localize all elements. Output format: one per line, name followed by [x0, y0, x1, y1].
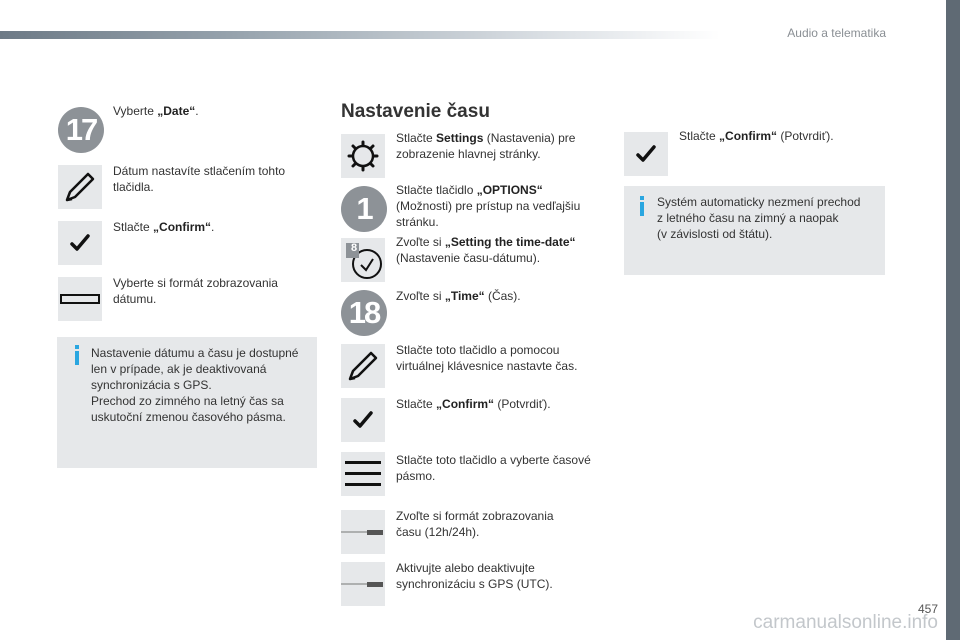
header-section-title: Audio a telematika	[787, 26, 886, 40]
time-date-text: Zvoľte si „Setting the time-date“ (Nastavenie času-dátumu).	[396, 235, 576, 265]
time-text: Zvoľte si „Time“ (Čas).	[396, 289, 521, 303]
gear-icon	[347, 140, 379, 172]
keyboard-text: Stlačte toto tlačidlo a pomocou virtuálnej klávesnice nastavte čas.	[396, 343, 578, 373]
right-info-text: Systém automaticky nezmení prechod z letného času na zimný a naopak (v závislosti od štátu).	[657, 195, 861, 241]
left-info-box	[57, 337, 317, 468]
time-format-text: Zvoľte si formát zobrazovania času (12h/24h).	[396, 509, 554, 539]
step-badge-1: 1	[341, 186, 387, 232]
step-badge-18: 18	[341, 290, 387, 336]
section-title: Nastavenie času	[341, 101, 490, 122]
confirm-button-right[interactable]	[624, 132, 668, 176]
slider-bar-icon	[341, 580, 385, 588]
settings-text: Stlačte Settings (Nastavenia) pre zobrazenie hlavnej stránky.	[396, 131, 576, 161]
confirm-button-middle[interactable]	[341, 398, 385, 442]
page-number: 457	[917, 602, 938, 616]
pencil-icon	[63, 170, 97, 204]
confirm-text: Stlačte „Confirm“.	[113, 220, 215, 234]
confirm-text-right: Stlačte „Confirm“ (Potvrdiť).	[679, 129, 834, 143]
step-badge-17: 17	[58, 107, 104, 153]
menu-icon	[344, 459, 382, 489]
clock-badge: 8	[351, 242, 358, 254]
confirm-text-middle: Stlačte „Confirm“ (Potvrdiť).	[396, 397, 551, 411]
pencil-icon	[346, 349, 380, 383]
time-format-button[interactable]	[341, 510, 385, 554]
format-bar-icon	[60, 293, 100, 305]
watermark: carmanualsonline.info	[753, 612, 938, 633]
check-icon	[69, 232, 91, 254]
left-info-text: Nastavenie dátumu a času je dostupné len v prípade, ak je deaktivovaná synchronizácia s GPS. Prechod zo zimného na letný čas sa uskutoční zmenou časového pásma.	[91, 346, 299, 424]
time-date-button[interactable]	[341, 238, 385, 282]
gps-sync-button[interactable]	[341, 562, 385, 606]
right-info-box	[624, 186, 885, 275]
step-17-text: Vyberte „Date“.	[113, 104, 199, 118]
clock-icon	[342, 239, 384, 281]
format-bar-icon	[341, 528, 385, 536]
pencil-button[interactable]	[58, 165, 102, 209]
options-text: Stlačte tlačidlo „OPTIONS“ (Možnosti) pre prístup na vedľajšiu stránku.	[396, 183, 581, 229]
confirm-button[interactable]	[58, 221, 102, 265]
gps-sync-text: Aktivujte alebo deaktivujte synchronizáciu s GPS (UTC).	[396, 561, 553, 591]
date-format-text: Vyberte si formát zobrazovania dátumu.	[113, 276, 278, 306]
date-format-button[interactable]	[58, 277, 102, 321]
timezone-button[interactable]	[341, 452, 385, 496]
check-icon	[635, 143, 657, 165]
keyboard-pencil-button[interactable]	[341, 344, 385, 388]
pencil-text: Dátum nastavíte stlačením tohto tlačidla.	[113, 164, 286, 194]
side-accent-strip	[946, 0, 960, 640]
timezone-text: Stlačte toto tlačidlo a vyberte časové pásmo.	[396, 453, 591, 483]
header-gradient-bar	[0, 31, 720, 39]
check-icon	[352, 409, 374, 431]
settings-button[interactable]	[341, 134, 385, 178]
